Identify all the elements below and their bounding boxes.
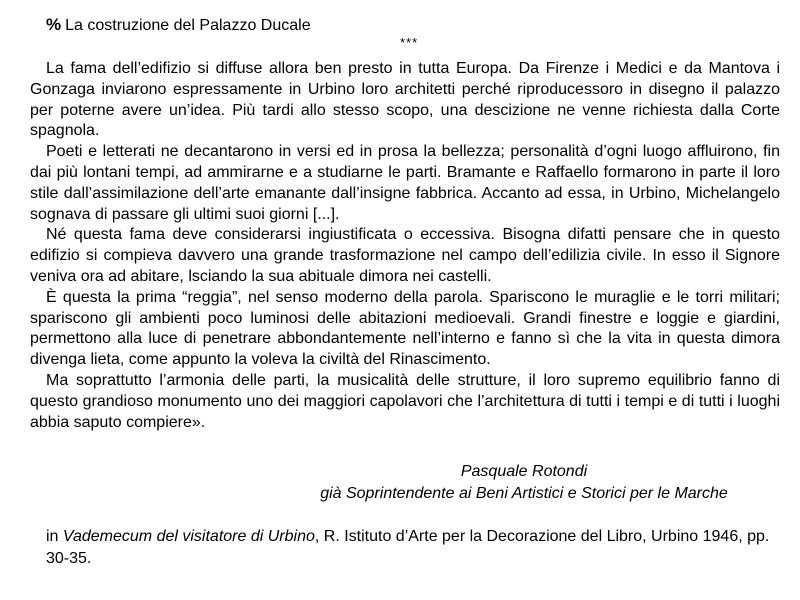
signature-role: già Soprintendente ai Beni Artistici e Storici per le Marche [320,485,728,502]
body-text [30,59,780,433]
paragraph-4: È questa la prima “reggia”, nel senso moderno della parola. Spariscono le muraglie e le torri militari; spariscono gli ambienti poco luminosi delle abitazioni medioevali. Grandi finestre e loggie e giardini, permettono alla luce di penetrare abbondantemente nell’interno e fanno sì che la vita in questa dimora divenga lieta, come appunto la voleva la civiltà del Rinascimento. [30,288,780,369]
source-book-title: Vademecum del visitatore di Urbino [62,528,315,545]
signature-block [274,461,774,505]
source-prefix: in [46,528,63,545]
paragraph-2: Poeti e letterati ne decantarono in versi ed in prosa la bellezza; personalità d’ogni luogo affluirono, fin dai più lontani tempi, ad ammirarne e a studiarne le parti. Bramante e Raffaello formarono in parte il loro stile dall’assimilazione dell’arte emanante dall’insigne fabbrica. Accanto ad essa, in Urbino, Michelangelo sognava di passare gli ultimi suoi giorni [...]. [30,143,780,223]
section-separator: *** [400,35,419,50]
heading-title: La costruzione del Palazzo Ducale [65,17,311,34]
source-details: , R. Istituto d’Arte per la Decorazione del Libro, Urbino 1946, pp. 30-35. [46,528,770,567]
heading-mark: % [46,15,62,34]
paragraph-1: La fama dell’edifizio si diffuse allora ben presto in tutta Europa. Da Firenze i Medici e da Mantova i Gonzaga inviarono espressamente in Urbino loro architetti perché riproducessoro in disegno il palazzo per poterne avere un’idea. Più tardi allo stesso scopo, una descizione ne venne richiesta dalla Corte spagnola. [30,60,780,140]
paragraph-3: Né questa fama deve considerarsi ingiustificata o eccessiva. Bisogna difatti pensare che in questo edifizio si compieva davvero una grande trasformazione nel campo dell’edilizia civile. In esso il Signore veniva ora ad abitare, lsciando la sua abituale dimora nei castelli. [30,226,780,285]
document-heading [46,15,311,36]
source-citation [46,526,776,570]
document-page [30,0,780,600]
paragraph-5: Ma soprattutto l’armonia delle parti, la musicalità delle strutture, il loro supremo equilibrio fanno di questo grandioso monumento uno dei maggiori capolavori che l’architettura di tutti i tempi e di tutti i luoghi abbia saputo compiere». [30,371,780,431]
signature-name: Pasquale Rotondi [460,463,588,480]
